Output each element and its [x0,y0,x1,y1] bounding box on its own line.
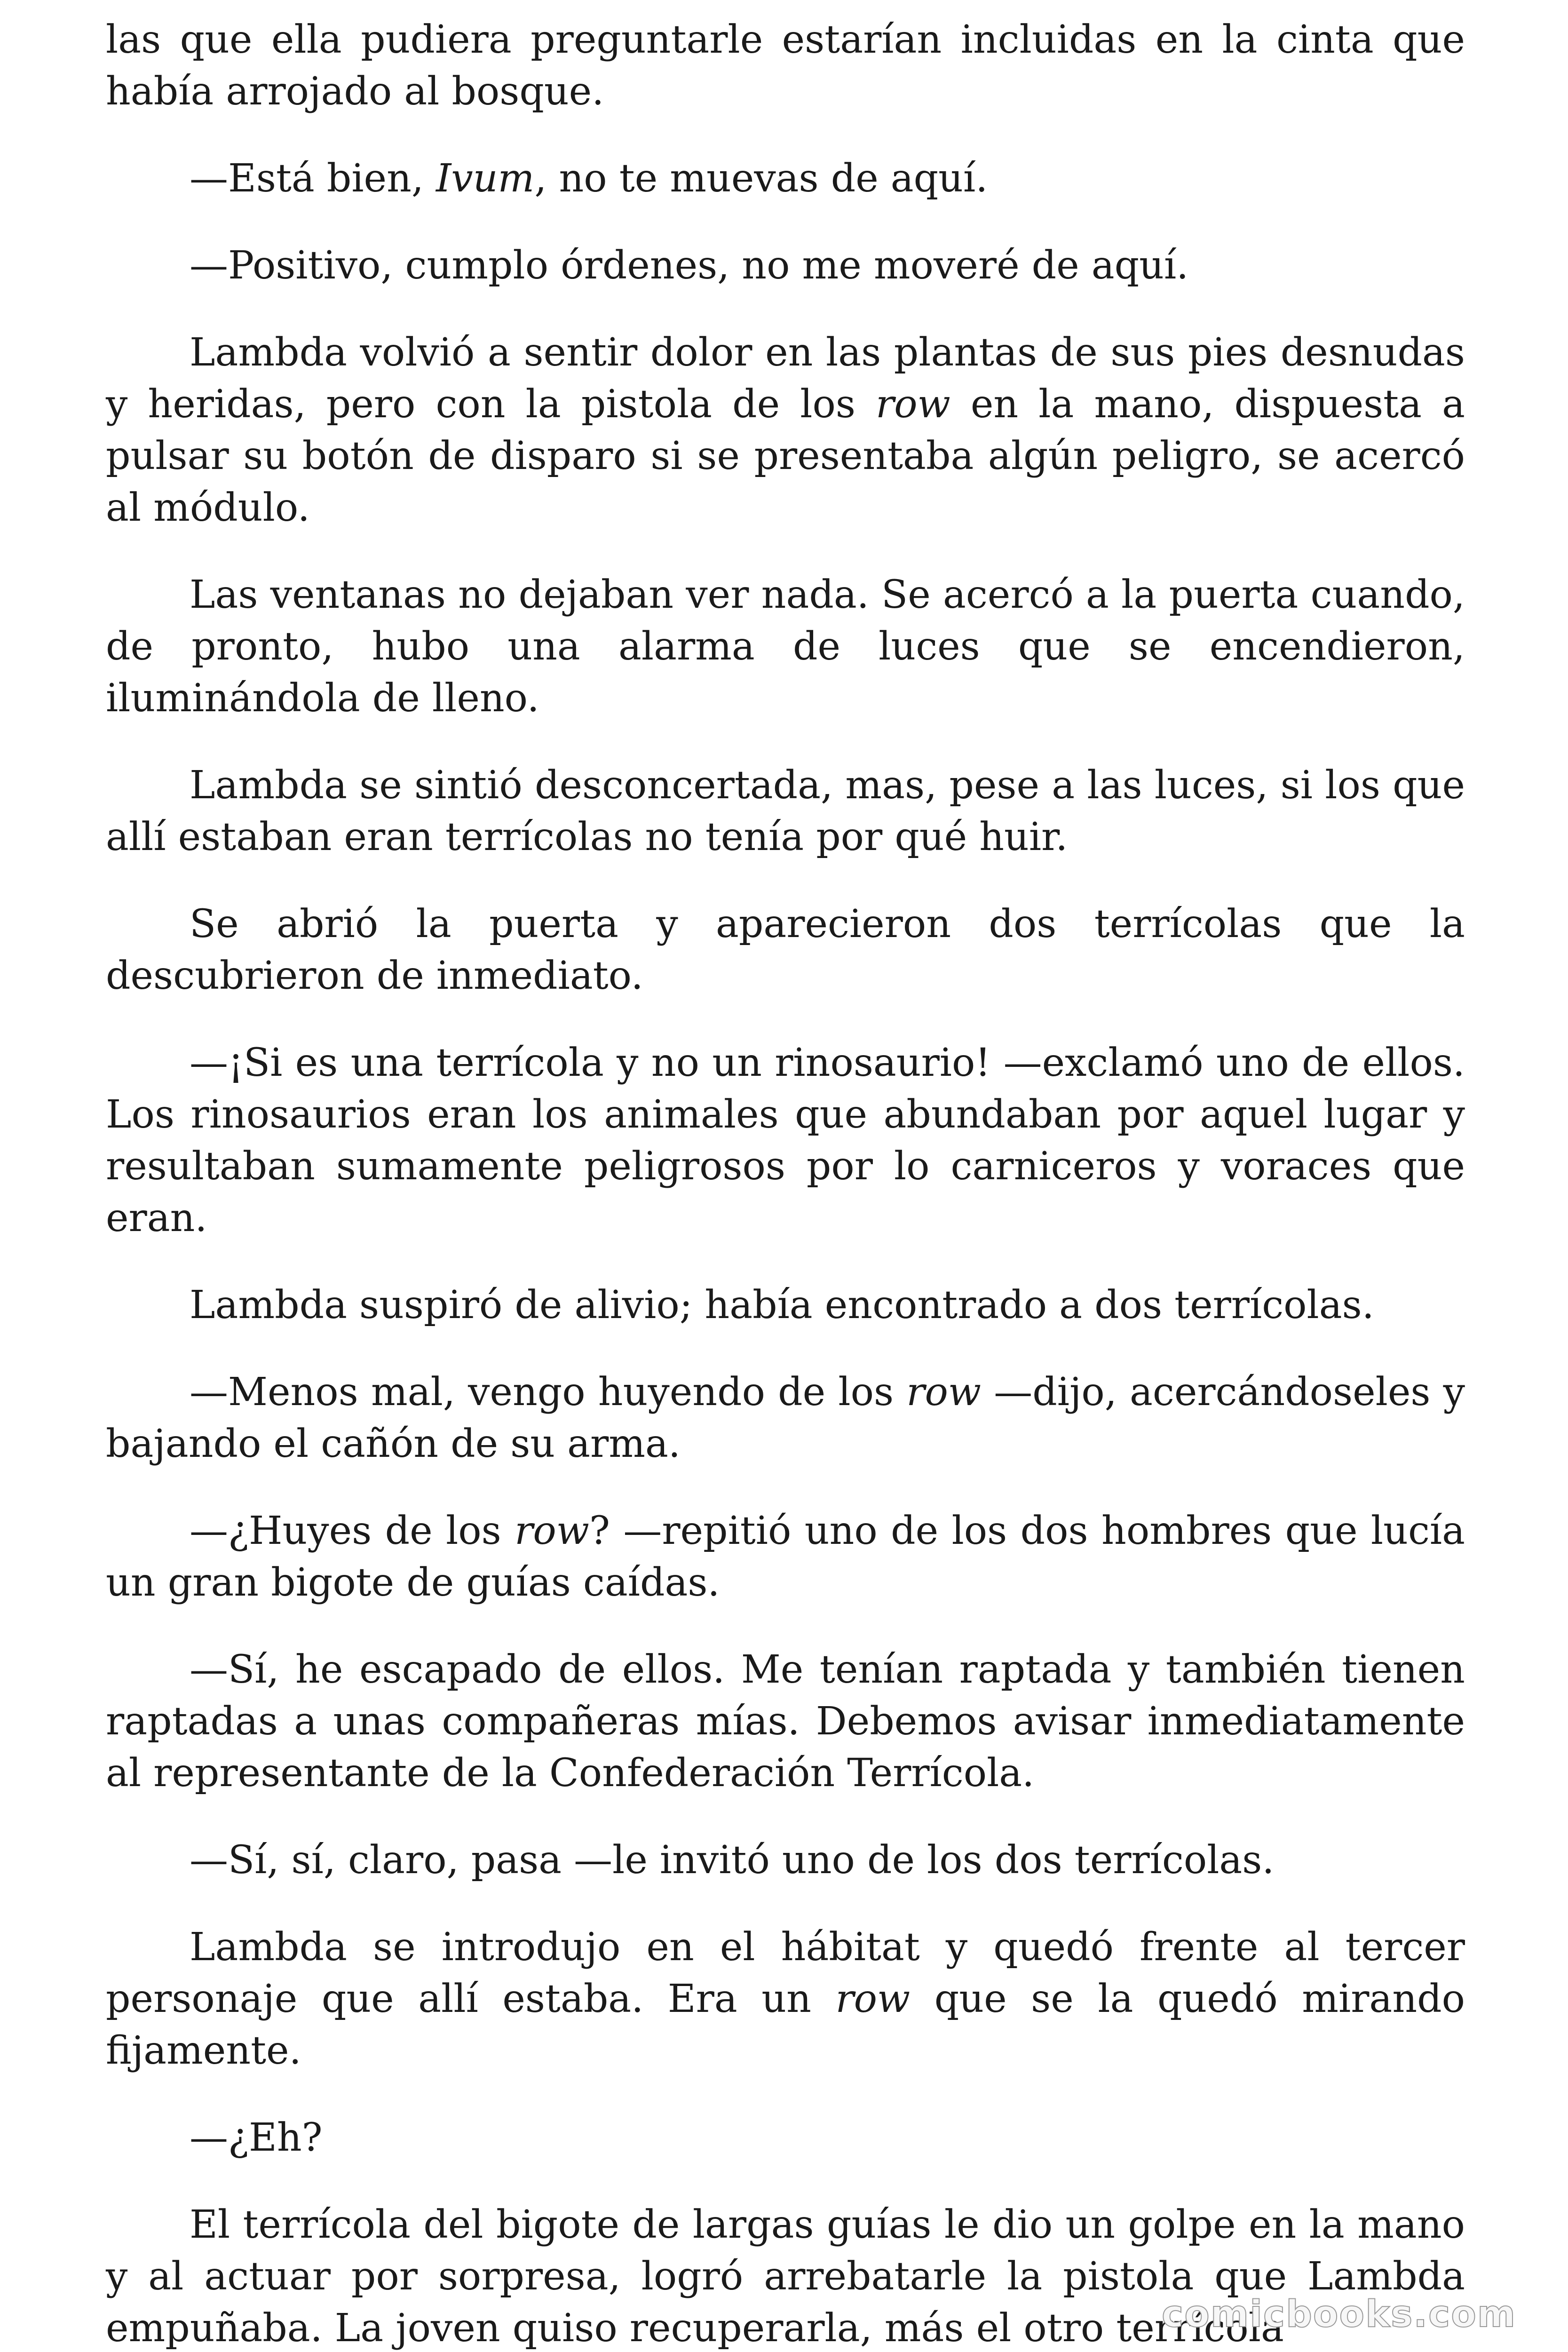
text-run: Lambda volvió a sentir dolor en las plantas de sus pies desnudas y heridas, pero con la pistola de los [106,330,1465,427]
italic-term: row [515,1509,589,1553]
text-run: Lambda se introdujo en el hábitat y quedó frente al tercer personaje que allí estaba. Era un [106,1925,1465,2021]
paragraph [106,1279,1465,1331]
book-page [106,14,1465,2352]
text-run: —¿Eh? [190,2115,323,2160]
text-run: —dijo, acercándoseles y bajando el cañón de su arma. [106,1370,1465,1466]
paragraph [106,153,1465,205]
italic-term: row [876,382,950,427]
text-run: Lambda se sintió desconcertada, mas, pese a las luces, si los que allí estaban eran terrícolas no tenía por qué huir. [106,763,1465,859]
text-run: —Sí, he escapado de ellos. Me tenían raptada y también tienen raptadas a unas compañeras mías. Debemos avisar inmediatamente al representante de la Confederación Terrícola. [106,1647,1465,1796]
text-run: Las ventanas no dejaban ver nada. Se acercó a la puerta cuando, de pronto, hubo una alarma de luces que se encendieron, iluminándola de lleno. [106,572,1465,721]
italic-term: row [906,1370,982,1414]
text-run: —Está bien, [190,156,436,201]
text-run: —¿Huyes de los [190,1509,515,1553]
text-run: —Positivo, cumplo órdenes, no me moveré de aquí. [190,243,1189,288]
text-run: —Sí, sí, claro, pasa —le invitó uno de los dos terrícolas. [190,1838,1275,1883]
site-watermark: comicbooks.com [1162,2293,1517,2336]
text-body [106,14,1465,2352]
paragraph [106,1922,1465,2077]
text-run: Se abrió la puerta y aparecieron dos terrícolas que la descubrieron de inmediato. [106,902,1465,998]
paragraph [106,240,1465,292]
paragraph [106,569,1465,724]
italic-term: row [835,1977,911,2021]
text-run: El terrícola del bigote de largas guías le dio un golpe en la mano y al actuar por sorpresa, logró arrebatarle la pistola que Lambda empuñaba. La joven quiso recuperarla, más el otro terrícola [106,2202,1465,2351]
paragraph [106,1644,1465,1799]
paragraph [106,2112,1465,2164]
italic-term: Ivum [436,156,535,201]
paragraph [106,760,1465,863]
paragraph [106,14,1465,118]
paragraph [106,1367,1465,1470]
text-run: las que ella pudiera preguntarle estarían incluidas en la cinta que había arrojado al bosque. [106,17,1465,114]
paragraph [106,1835,1465,1886]
text-run: —¡Si es una terrícola y no un rinosaurio! —exclamó uno de ellos. Los rinosaurios eran los animales que abundaban por aquel lugar y resultaban sumamente peligrosos por lo carniceros y voraces que eran. [106,1041,1465,1240]
text-run: en la mano, dispuesta a pulsar su botón de disparo si se presentaba algún peligro, se acercó al módulo. [106,382,1465,530]
text-run: que se la quedó mirando fijamente. [106,1977,1465,2073]
text-run: Lambda suspiró de alivio; había encontrado a dos terrícolas. [190,1283,1374,1327]
paragraph [106,1505,1465,1609]
paragraph [106,327,1465,534]
paragraph [106,1037,1465,1244]
text-run: , no te muevas de aquí. [534,156,988,201]
text-run: —Menos mal, vengo huyendo de los [190,1370,907,1414]
text-run: ? —repitió uno de los dos hombres que lucía un gran bigote de guías caídas. [106,1509,1465,1605]
paragraph [106,898,1465,1002]
